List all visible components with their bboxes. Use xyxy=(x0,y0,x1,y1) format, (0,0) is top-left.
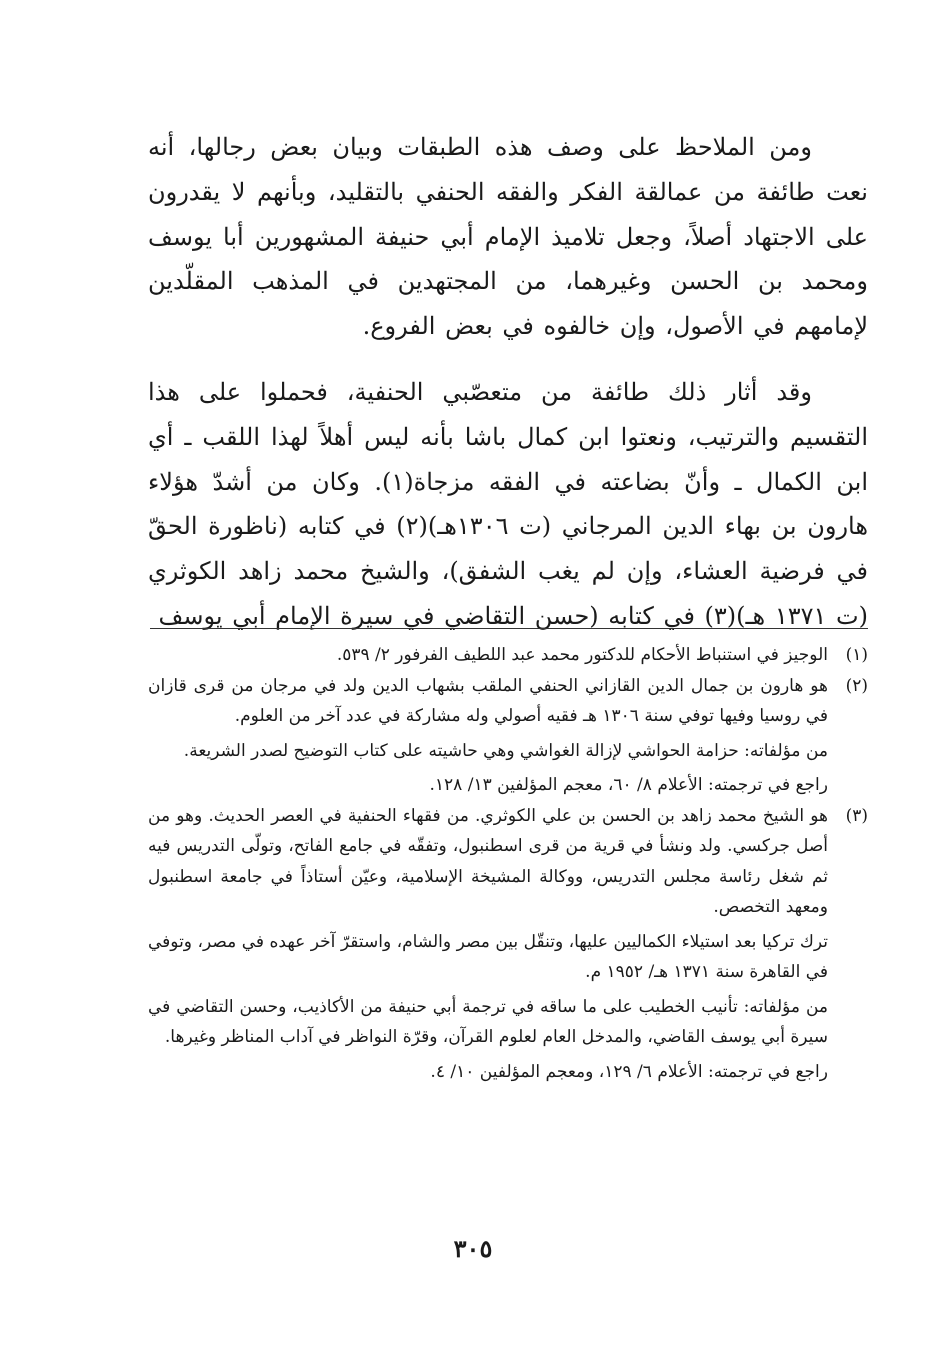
footnote-text: من مؤلفاته: حزامة الحواشي لإزالة الغواشي وهي حاشيته على كتاب التوضيح لصدر الشريعة. xyxy=(183,740,828,761)
footnote-text: هو هارون بن جمال الدين القازاني الحنفي الملقب بشهاب الدين ولد في مرجان من قرى قازان في روسيا وفيها توفي سنة ١٣٠٦ هـ فقيه أصولي وله مشاركة في عدد آخر من العلوم. xyxy=(148,675,828,726)
footnote-text: ترك تركيا بعد استيلاء الكماليين عليها، وتنقّل بين مصر والشام، واستقرّ آخر عهده في مصر، وتوفي في القاهرة سنة ١٣٧١ هـ/ ١٩٥٢ م. xyxy=(148,931,828,982)
footnote-1 xyxy=(148,640,868,671)
footnote-number: (١) xyxy=(845,645,868,665)
footnote-number: (٢) xyxy=(845,675,868,696)
footnote-3 xyxy=(148,801,868,1088)
footnote-separator xyxy=(150,628,868,629)
footnote-text: الوجيز في استنباط الأحكام للدكتور محمد عبد اللطيف الفرفور ٢/ ٥٣٩. xyxy=(336,645,828,665)
footnote-number: (٣) xyxy=(845,805,868,826)
footnote-text: راجع في ترجمته: الأعلام ٨/ ٦٠، معجم المؤلفين ١٣/ ١٢٨. xyxy=(429,775,828,795)
body-paragraph-1: ومن الملاحظ على وصف هذه الطبقات وبيان بعض رجالها، أنه نعت طائفة من عمالقة الفكر والفقه الحنفي بالتقليد، وبأنهم لا يقدرون على الاجتهاد أصلاً، وجعل تلاميذ الإمام أبي حنيفة المشهورين أبا يوسف ومحمد بن الحسن وغيرهما، من المجتهدين في المذهب المقلّدين لإمامهم في الأصول، وإن خالفوه في بعض الفروع. xyxy=(148,133,868,341)
footnote-2 xyxy=(148,671,868,801)
footnote-text: راجع في ترجمته: الأعلام ٦/ ١٢٩، ومعجم المؤلفين ١٠/ ٤. xyxy=(430,1061,828,1082)
footnote-text: من مؤلفاته: تأنيب الخطيب على ما ساقه في ترجمة أبي حنيفة من الأكاذيب، وحسن التقاضي في سيرة أبي يوسف القاضي، والمدخل العام لعلوم القرآن، وقرّة النواظر في آداب المناظر وغيرها. xyxy=(148,996,828,1047)
page-number: ٣٠٥ xyxy=(453,1234,493,1263)
footnote-text: هو الشيخ محمد زاهد بن الحسن بن علي الكوثري. من فقهاء الحنفية في العصر الحديث. وهو من أصل جركسي. ولد ونشأ في قرية من قرى اسطنبول، وتفقّه في جامع الفاتح، وتولّى التدريس فيه ثم شغل رئاسة مجلس التدريس، ووكالة المشيخة الإسلامية، وعيّن أستاذاً في جامعة اسطنبول ومعهد التخصص. xyxy=(148,805,828,917)
body-paragraph-2: وقد أثار ذلك طائفة من متعصّبي الحنفية، فحملوا على هذا التقسيم والترتيب، ونعتوا ابن كمال باشا بأنه ليس أهلاً لهذا اللقب ـ أي ابن الكمال ـ وأنّ بضاعته في الفقه مزجاة(١). وكان من أشدّ هؤلاء هارون بن بهاء الدين المرجاني (ت ١٣٠٦هـ)(٢) في كتابه (ناظورة الحقّ في فرضية العشاء، وإن لم يغب الشفق)، والشيخ محمد زاهد الكوثري (ت ١٣٧١ هـ)(٣) في كتابه (حسن التقاضي في سيرة الإمام أبي يوسف xyxy=(148,377,869,630)
main-text xyxy=(148,125,868,639)
footnotes xyxy=(148,640,868,1087)
